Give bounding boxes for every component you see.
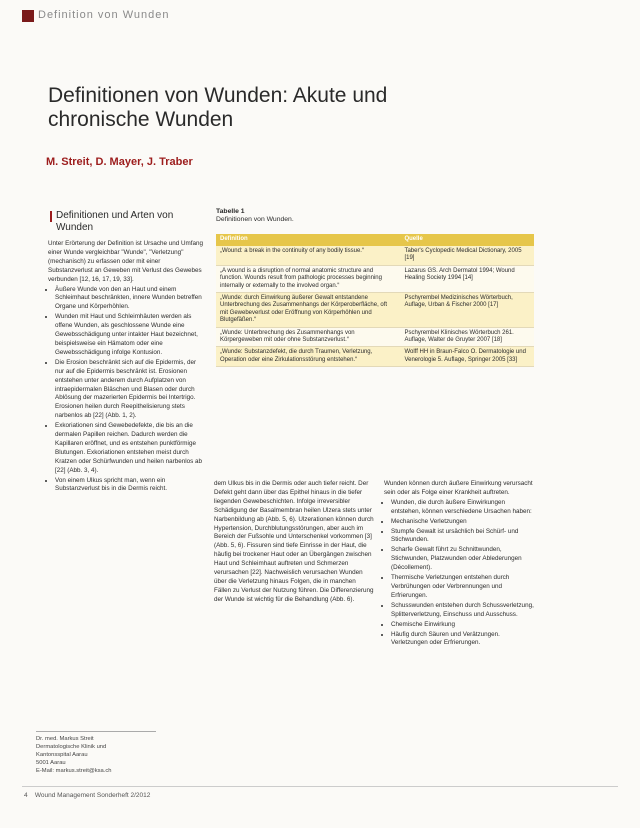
footnote-line: 5001 Aarau: [36, 760, 66, 766]
article-authors: M. Streit, D. Mayer, J. Traber: [46, 156, 193, 168]
definitions-table: [216, 234, 534, 367]
table-row: [216, 293, 534, 328]
list-item: • Mechanische Verletzungen: [391, 518, 536, 527]
table-cell-source: Pschyrembel Medizinisches Wörterbuch, Auflage, Urban & Fischer 2000 [17]: [400, 293, 534, 328]
table-row: [216, 347, 534, 367]
column-left: [48, 240, 206, 495]
table-row: [216, 265, 534, 292]
table-header-cell: Definition: [216, 234, 400, 246]
article-title: Definitionen von Wunden: Akute und chronische Wunden: [48, 84, 388, 131]
list-item: • Schusswunden entstehen durch Schussverletzung, Splitterverletzung, Einschuss und Ausschuss.: [391, 602, 536, 620]
table-row: [216, 327, 534, 347]
table-header-cell: Quelle: [400, 234, 534, 246]
list-item: • Wunden mit Haut und Schleimhäuten werden als offene Wunden, als geschlossene Wunde eine Gewebsschädigung unter intakter Haut bezeichnet, beispielsweise ein Hämatom oder eine Gewebsschädigung infolge Kontusion.: [55, 313, 206, 358]
table-cell-source: Taber's Cyclopedic Medical Dictionary, 2005 [19]: [400, 246, 534, 265]
table-cell-definition: „Wound: a break in the continuity of any bodily tissue.“: [216, 246, 400, 265]
footer-divider: [22, 786, 618, 787]
footnote-line: E-Mail: markus.streit@ksa.ch: [36, 768, 112, 774]
table-cell-definition: „Wunde: durch Einwirkung äußerer Gewalt entstandene Unterbrechung des Zusammenhangs der Körperoberfläche, oft mit Gewebeverlust oder Eröffnung von Körperhöhlen und Blutgefäßen.“: [216, 293, 400, 328]
bullet-list: [384, 499, 536, 649]
list-item: • Thermische Verletzungen entstehen durch Verbrühungen oder Verbrennungen und Erfrierungen.: [391, 574, 536, 601]
table-cell-definition: „Wunde: Unterbrechung des Zusammenhangs von Körpergeweben mit oder ohne Substanzverlust.“: [216, 327, 400, 347]
footnote-line: Dr. med. Markus Streit: [36, 736, 94, 742]
column-right: [384, 480, 536, 649]
footnote-line: Dermatologische Klinik und: [36, 744, 107, 750]
list-item: • Häufig durch Säuren und Verätzungen. Verletzungen oder Erfrierungen.: [391, 631, 536, 649]
list-item: • Stumpfe Gewalt ist ursächlich bei Schürf- und Stichwunden.: [391, 528, 536, 546]
table-row: [216, 246, 534, 265]
footnote-line: Kantonsspital Aarau: [36, 752, 88, 758]
list-item: • Exkoriationen sind Gewebedefekte, die bis an die dermalen Papillen reichen. Dadurch werden die Kapillaren eröffnet, und es entstehen punktförmige Blutungen. Exkoriationen entstehen meist durch Kratzen oder Schürfwunden und heilen narbenlos ab [22] (Abb. 3, 4).: [55, 422, 206, 475]
paragraph: Wunden können durch äußere Einwirkung verursacht sein oder als Folge einer Krankheit auftreten.: [384, 480, 533, 496]
list-item: • Die Erosion beschränkt sich auf die Epidermis, der nur auf die Epidermis beschränkt ist. Erosionen entstehen unter anderem durch Aufplatzen von intraepidermalen Bläschen und Blasen oder durch Ablösung der mazerierten Epidermis bei Intertrigo. Erosionen heilen durch Reepithelisierung stets narbenlos ab [22] (Abb. 1, 2).: [55, 359, 206, 421]
table-caption-text: Definitionen von Wunden.: [216, 216, 294, 223]
page-number: 4: [24, 792, 28, 799]
running-header: Definition von Wunden: [38, 9, 170, 21]
section-heading: Definitionen und Arten von Wunden: [56, 210, 206, 234]
table-caption: [216, 208, 294, 224]
table-header-row: [216, 234, 534, 246]
list-item: • Scharfe Gewalt führt zu Schnittwunden, Stichwunden, Platzwunden oder Ablederungen (Décollement).: [391, 546, 536, 573]
author-footnote: [36, 735, 176, 775]
table-cell-source: Lazarus GS. Arch Dermatol 1994; Wound Healing Society 1994 [14]: [400, 265, 534, 292]
header-marker: [22, 10, 34, 22]
list-item: • Wunden, die durch äußere Einwirkungen entstehen, können verschiedene Ursachen haben:: [391, 499, 536, 517]
list-item: • Chemische Einwirkung: [391, 621, 536, 630]
journal-name: Wound Management Sonderheft 2/2012: [34, 792, 151, 799]
page-footer: [24, 792, 150, 799]
list-item: • Äußere Wunde von den an Haut und einem Schleimhaut beschränkten, innere Wunden betreffen Organe und Körperhöhlen.: [55, 286, 206, 313]
column-middle: [214, 480, 374, 606]
paragraph: dem Ulkus bis in die Dermis oder auch tiefer reicht. Der Defekt geht dann über das Epithel hinaus in die tiefer liegenden Gewebeschichten. Infolge irreversibler Schädigung der Basalmembran heilen Ulzera stets unter Narbenbildung ab (Abb. 5, 6). Ulzerationen können durch Hypertension, Durchblutungsstörungen, aber auch im Bereich der Fußsohle und Unterschenkel vorkommen [3] (Abb. 5, 6). Fissuren sind tiefe Einrisse in der Haut, die häufig bei trockener Haut oder an Übergängen zwischen Haut und Schleimhaut auftreten und Schmerzen verursachen [22]. Nachweislich verursachen Wunden über die Verletzung hinaus Folgen, die in manchen Fällen zu Verlust der Nutzung führen. Die Differenzierung der Wunde ist wichtig für die Behandlung (Abb. 6).: [214, 480, 374, 603]
table-cell-definition: „A wound is a disruption of normal anatomic structure and function. Wounds result from pathologic processes beginning internally or externally to the involved organ.“: [216, 265, 400, 292]
paragraph: Unter Erörterung der Definition ist Ursache und Umfang einer Wunde vergleichbar "Wunde", "Verletzung" (mechanisch) zu erfassen oder mit einer Substanzverlust an Geweben mit Verlust des Gewebes verbunden [12, 16, 17, 19, 33].: [48, 240, 204, 283]
table-cell-definition: „Wunde: Substanzdefekt, die durch Traumen, Verletzung, Operation oder eine Zirkulationsstörung entstehen.“: [216, 347, 400, 367]
bullet-list: [48, 286, 206, 495]
table-cell-source: Wolff HH in Braun-Falco O. Dermatologie und Venerologie 5. Auflage, Springer 2005 [33]: [400, 347, 534, 367]
list-item: • Von einem Ulkus spricht man, wenn ein Substanzverlust bis in die Dermis reicht.: [55, 477, 206, 495]
table-cell-source: Pschyrembel Klinisches Wörterbuch 261. Auflage, Walter de Gruyter 2007 [18]: [400, 327, 534, 347]
table-label: Tabelle 1: [216, 208, 245, 215]
